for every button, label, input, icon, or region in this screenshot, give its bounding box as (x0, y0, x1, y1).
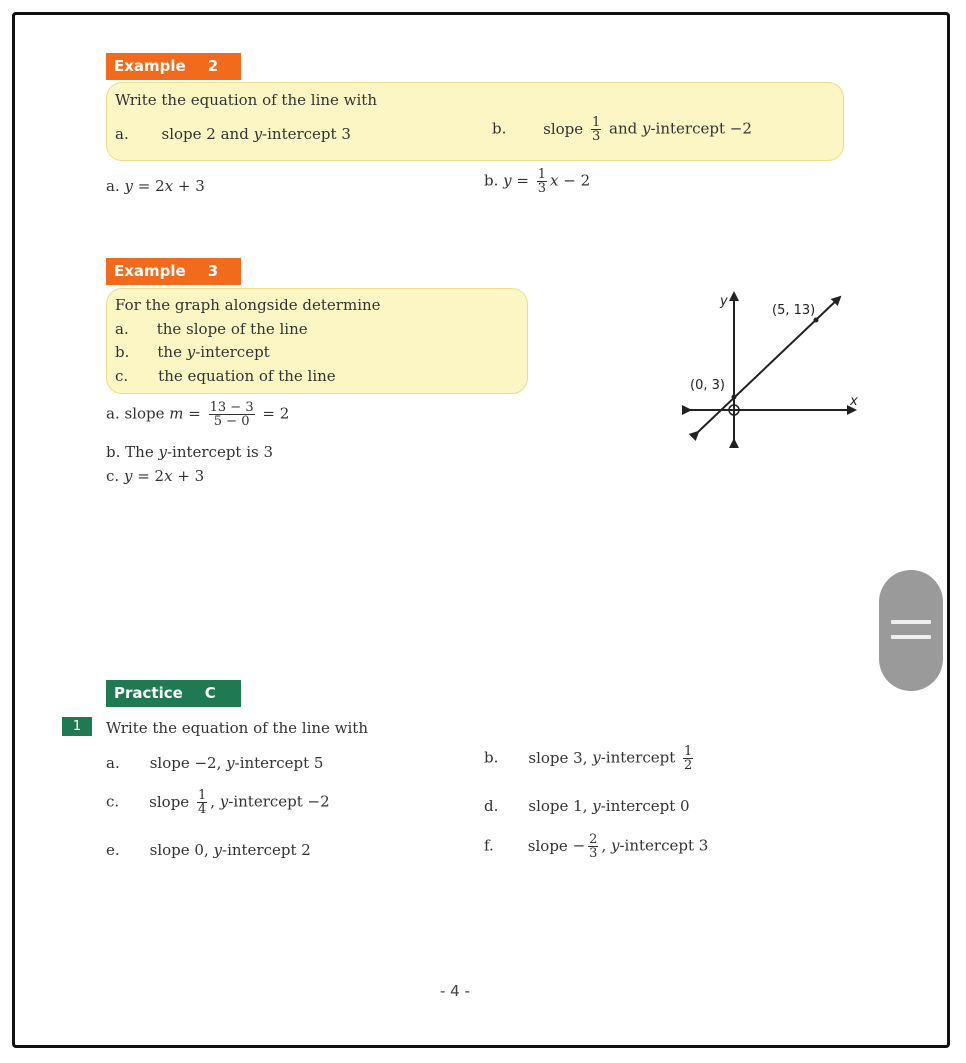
example-3-answer-a (106, 401, 289, 428)
example-3-item-b (115, 343, 270, 361)
question-number-badge: 1 (62, 717, 92, 736)
answer-text: The (125, 443, 159, 461)
item-text: slope (527, 836, 568, 855)
item-letter: d. (484, 797, 499, 815)
item-letter: a. (115, 125, 129, 143)
item-letter: c. (106, 792, 120, 811)
item-var: y (592, 797, 601, 815)
answer-letter: a. (106, 177, 120, 195)
denominator: 3 (537, 181, 547, 196)
point-label-5-13: (5, 13) (772, 303, 816, 318)
answer-var: y (124, 177, 133, 195)
item-text: -intercept 0 (600, 797, 690, 815)
fraction (588, 833, 598, 860)
item-text: − (567, 836, 586, 855)
numerator: 1 (684, 744, 693, 759)
numerator: 1 (197, 788, 207, 803)
answer-text: slope (124, 404, 170, 423)
answer-text: + 3 (172, 467, 205, 485)
example-2-item-a (115, 125, 351, 143)
line-graph (680, 285, 865, 450)
item-text: the (157, 343, 187, 361)
example-label: Example (114, 57, 186, 75)
practice-item-a (106, 754, 323, 772)
answer-text: = (511, 171, 534, 190)
item-text: slope 2 and (161, 125, 254, 143)
example-number: 2 (207, 57, 219, 75)
item-text: , (210, 792, 220, 811)
example-2-prompt: Write the equation of the line with (115, 91, 377, 109)
answer-text: = 2 (257, 404, 290, 423)
fraction (591, 116, 601, 143)
example-3-item-c (115, 367, 336, 385)
example-3-answer-b (106, 443, 273, 461)
example-2-answer-b (484, 168, 590, 195)
item-text: , (601, 836, 611, 855)
item-letter: e. (106, 841, 120, 859)
answer-text: = 2 (132, 177, 165, 195)
example-label: Example (114, 262, 186, 280)
floating-menu-handle[interactable] (879, 570, 943, 691)
handle-line-icon (891, 620, 931, 624)
item-text: slope 1, (528, 797, 593, 815)
fraction (209, 401, 255, 428)
item-text: -intercept 2 (222, 841, 311, 859)
answer-var: x (550, 171, 559, 190)
item-text: and (604, 119, 642, 138)
answer-text: -intercept is 3 (166, 443, 274, 461)
practice-item-c (106, 789, 330, 816)
practice-item-d (484, 797, 690, 815)
item-text: the equation of the line (158, 367, 336, 385)
item-text: slope (543, 119, 584, 138)
item-letter: a. (106, 754, 120, 772)
denominator: 3 (591, 129, 601, 144)
point-5-13 (814, 318, 819, 323)
point-label-0-3: (0, 3) (690, 378, 725, 393)
page-frame (12, 12, 950, 1048)
item-var: y (610, 836, 620, 855)
example-2-answer-a (106, 177, 205, 195)
example-number: 3 (207, 262, 219, 280)
item-letter: f. (484, 836, 494, 855)
answer-var: m (169, 404, 184, 423)
fraction (683, 745, 693, 772)
item-letter: b. (484, 748, 499, 767)
example-3-tag (106, 258, 241, 285)
answer-text: = 2 (132, 467, 165, 485)
answer-letter: c. (106, 467, 120, 485)
example-2-item-b (492, 116, 752, 143)
practice-tag (106, 680, 241, 707)
practice-item-b (484, 745, 696, 772)
practice-item-e (106, 841, 311, 859)
item-text: -intercept 3 (619, 836, 709, 855)
answer-letter: b. (484, 171, 499, 190)
example-3-answer-c (106, 467, 204, 485)
item-text: -intercept −2 (650, 119, 752, 138)
answer-text: − 2 (558, 171, 591, 190)
practice-label: Practice (114, 684, 183, 702)
item-letter: a. (115, 320, 129, 338)
x-axis-label: x (850, 394, 858, 409)
item-var: y (641, 119, 651, 138)
numerator: 1 (537, 167, 547, 182)
denominator: 3 (589, 846, 598, 861)
page-number: - 4 - (440, 982, 470, 1000)
item-var: y (226, 754, 235, 772)
answer-text: = (183, 404, 206, 423)
fraction (537, 168, 547, 195)
practice-letter: C (204, 684, 216, 702)
item-var: y (213, 841, 222, 859)
denominator: 5 − 0 (213, 414, 250, 429)
item-text: slope −2, (149, 754, 227, 772)
practice-item-f (484, 833, 708, 860)
answer-var: y (158, 443, 167, 461)
item-var: y (592, 748, 601, 767)
answer-letter: b. (106, 443, 121, 461)
answer-var: y (503, 171, 512, 190)
item-text: slope (149, 792, 190, 811)
answer-var: x (164, 467, 173, 485)
item-text: -intercept −2 (228, 792, 330, 811)
item-text: slope 3, (528, 748, 593, 767)
point-0-3 (732, 395, 737, 400)
graph-line (698, 297, 840, 432)
item-text: -intercept 5 (234, 754, 324, 772)
item-text: -intercept (600, 748, 680, 767)
y-axis-label: y (720, 294, 728, 309)
example-3-prompt: For the graph alongside determine (115, 296, 381, 314)
item-var: y (219, 792, 229, 811)
practice-prompt: Write the equation of the line with (106, 719, 368, 737)
numerator: 13 − 3 (209, 400, 254, 415)
numerator: 2 (589, 832, 598, 847)
fraction (197, 789, 207, 816)
answer-var: y (123, 467, 133, 485)
item-letter: c. (115, 367, 129, 385)
example-3-item-a (115, 320, 308, 338)
item-letter: b. (115, 343, 130, 361)
item-text: -intercept (195, 343, 270, 361)
item-var: y (253, 125, 263, 143)
denominator: 4 (197, 802, 207, 817)
example-2-tag (106, 53, 241, 80)
answer-text: + 3 (173, 177, 205, 195)
item-text: slope 0, (149, 841, 214, 859)
item-letter: b. (492, 119, 507, 138)
item-text: the slope of the line (156, 320, 308, 338)
answer-var: x (164, 177, 174, 195)
item-text: -intercept 3 (262, 125, 351, 143)
answer-letter: a. (106, 404, 120, 423)
denominator: 2 (684, 758, 693, 773)
numerator: 1 (591, 115, 601, 130)
item-var: y (186, 343, 196, 361)
handle-line-icon (891, 635, 931, 639)
